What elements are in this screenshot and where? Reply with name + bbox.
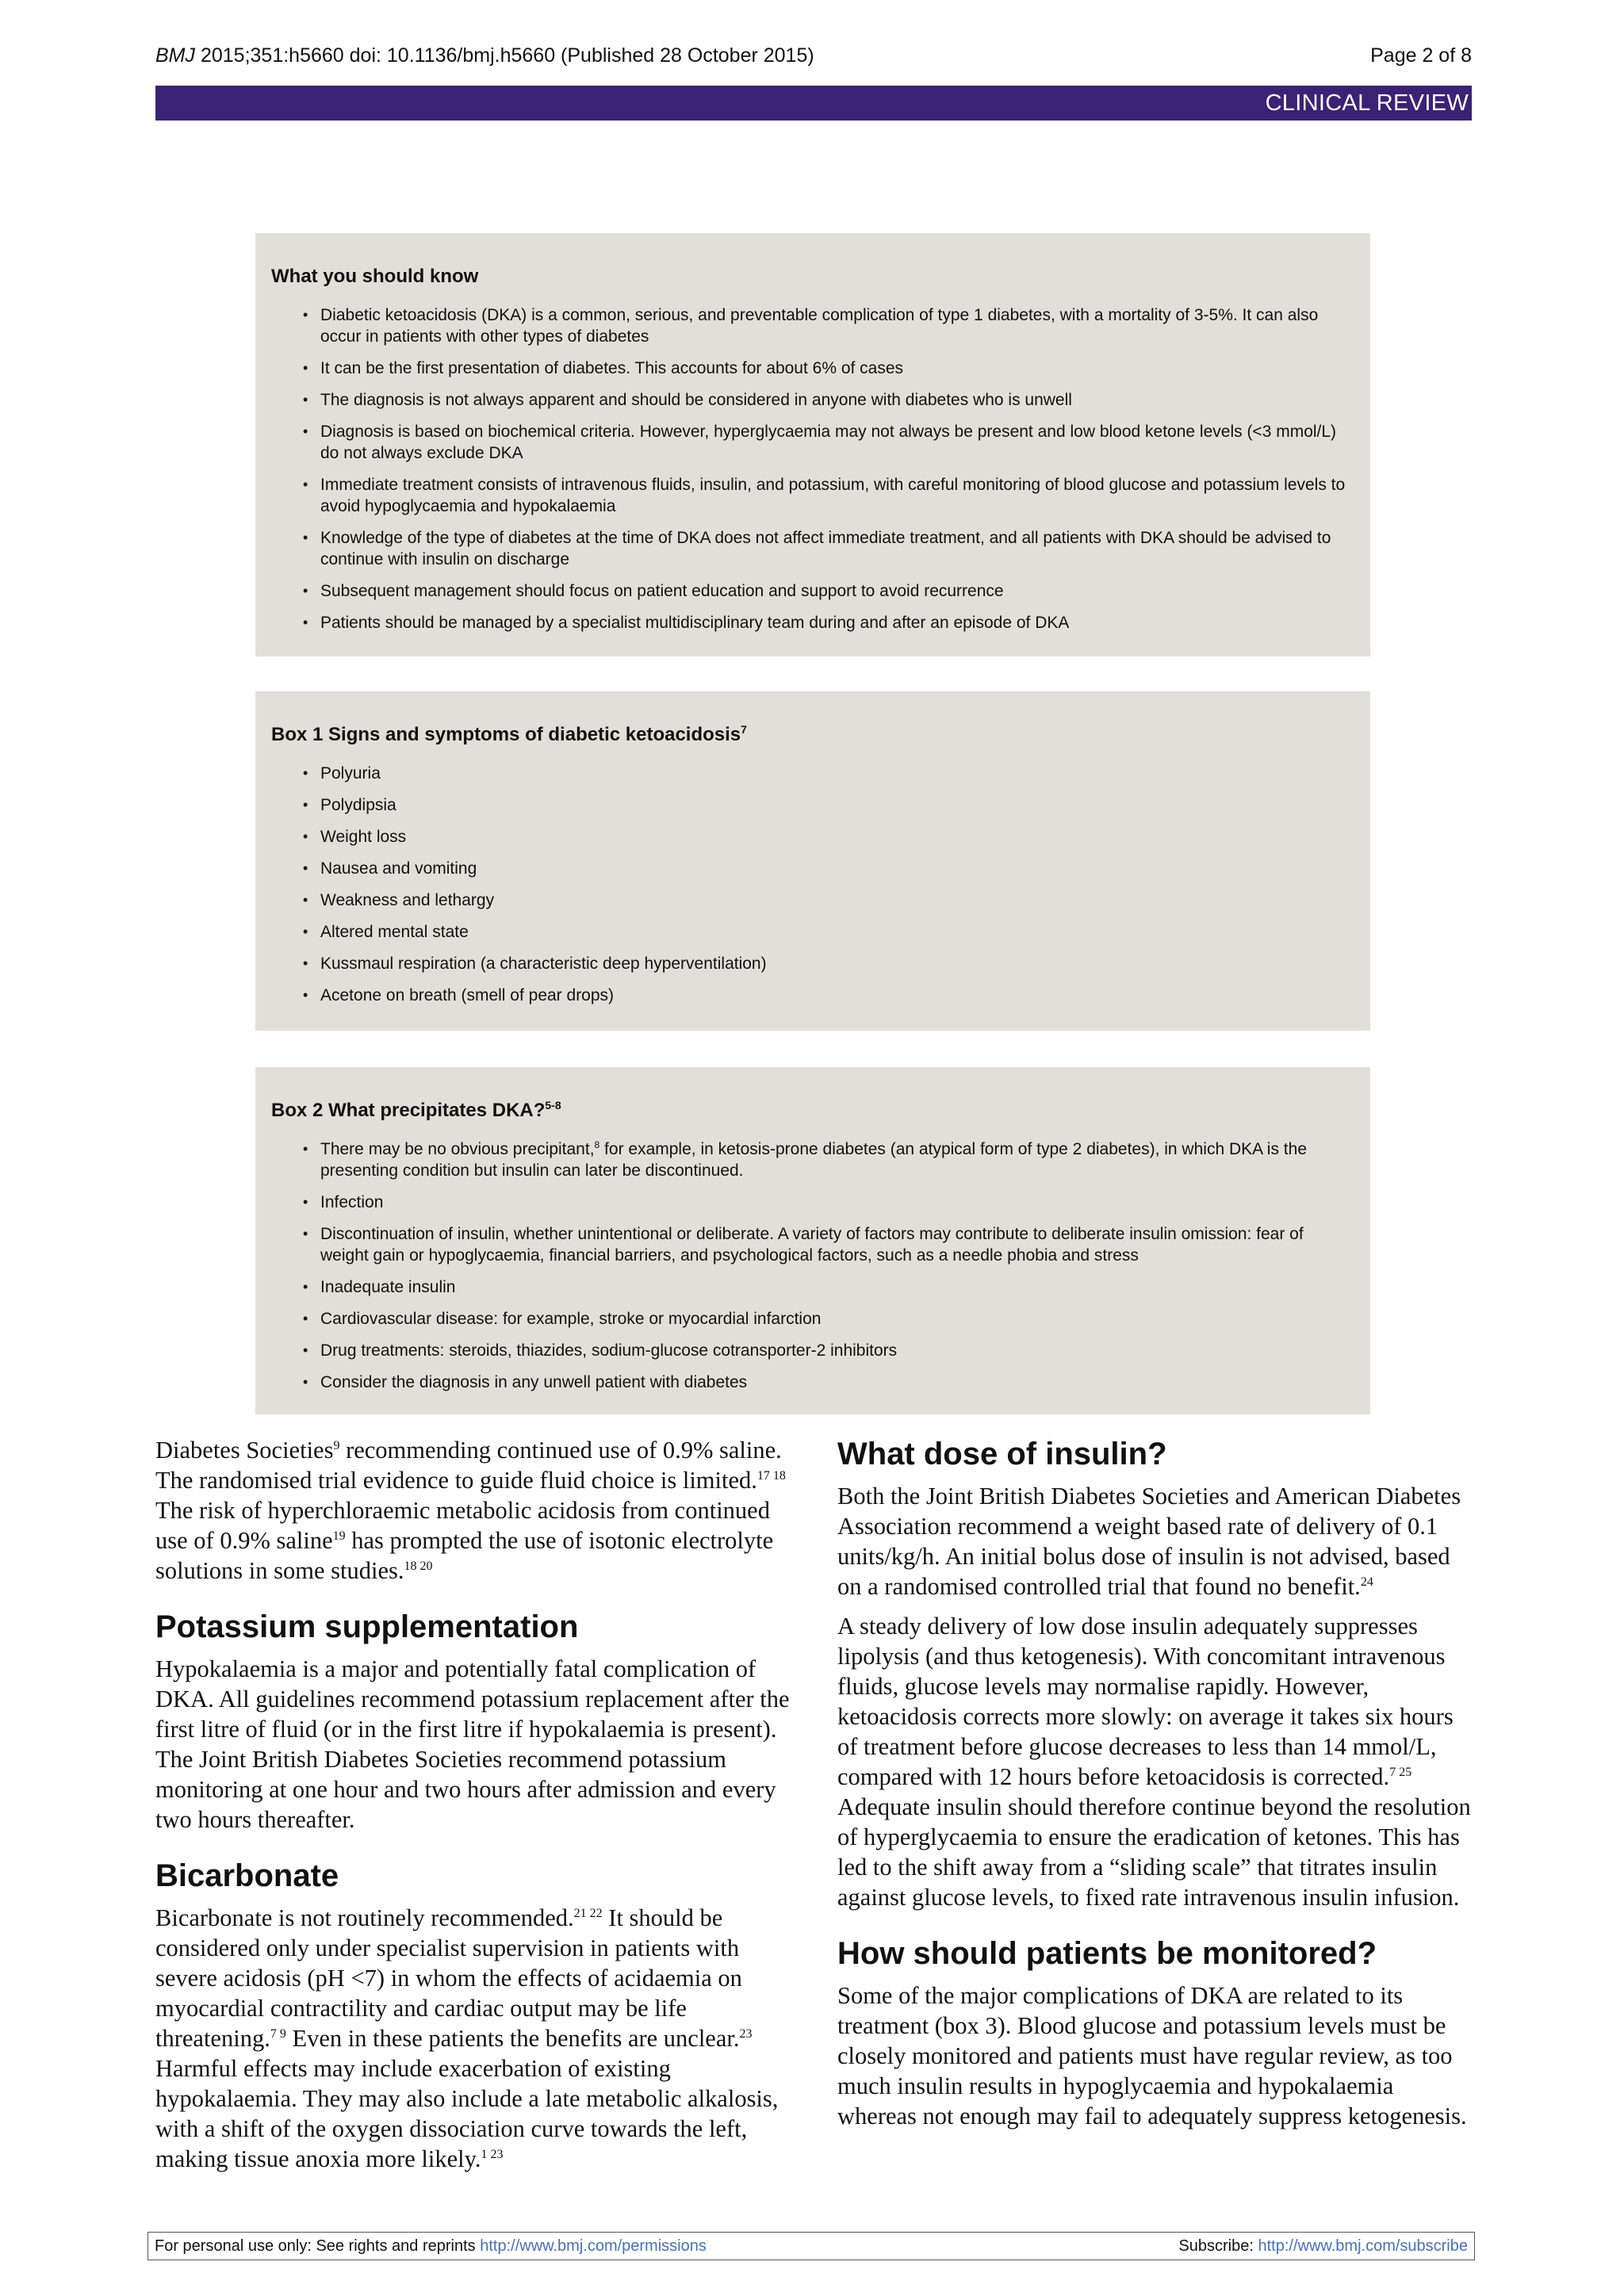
list-item: • Polydipsia (271, 794, 1354, 816)
paragraph (837, 1611, 1472, 1912)
bullet-list (271, 763, 1354, 1006)
text: The risk of hyperchloraemic metabolic acidosis from continued use of 0.9% saline (155, 1497, 770, 1554)
list-item: • Discontinuation of insulin, whether unintentional or deliberate. A variety of factors may contribute to deliberate insulin omission: fear of weight gain or hypoglycaemia, financial barriers, and psychological factors, such as a needle phobia and stress (271, 1223, 1354, 1266)
footer-text: Subscribe: (1178, 2237, 1258, 2255)
box-title-text: Box 2 What precipitates DKA? (271, 1100, 546, 1121)
list-item: • Cardiovascular disease: for example, stroke or myocardial infarction (271, 1308, 1354, 1330)
list-item: • Weight loss (271, 826, 1354, 848)
page-footer (147, 2232, 1475, 2260)
section-heading-monitoring: How should patients be monitored? (837, 1936, 1377, 1971)
text: Adequate insulin should therefore continue beyond the resolution of hyperglycaemia to ensure the eradication of ketones. This has led to the shift away from a “sliding scale” that titrates insulin against glucose levels, to fixed rate intravenous insulin infusion. (837, 1793, 1471, 1911)
footer-right (1178, 2233, 1468, 2260)
text: recommending continued use of 0.9% saline. The randomised trial evidence to guide fluid choice is limited. (155, 1437, 782, 1494)
text: Even in these patients the benefits are unclear. (285, 2025, 740, 2052)
bullet-list (271, 1138, 1354, 1393)
section-heading-potassium: Potassium supplementation (155, 1609, 579, 1644)
text: has prompted the use of isotonic electrolyte solutions in some studies. (155, 1527, 774, 1584)
box-title (271, 721, 1354, 748)
footer-left (155, 2233, 707, 2260)
citation-ref: 1 23 (481, 2147, 504, 2161)
paragraph (837, 1481, 1472, 1601)
citation-ref: 21 22 (573, 1906, 603, 1920)
box-title (271, 1097, 1354, 1124)
text: Diabetes Societies (155, 1437, 334, 1464)
citation-ref: 17 18 (756, 1468, 786, 1483)
journal-name: BMJ (155, 44, 195, 67)
item-text: for example, in ketosis-prone diabetes (an atypical form of type 2 diabetes), in which DKA is the presenting condition but insulin can later be discontinued. (320, 1140, 1308, 1180)
list-item: • It can be the first presentation of diabetes. This accounts for about 6% of cases (271, 358, 1354, 379)
text: Both the Joint British Diabetes Societies and American Diabetes Association recommend a weight based rate of delivery of 0.1 units/kg/h. An initial bolus dose of insulin is not advised, based on a randomised controlled trial that found no benefit. (837, 1483, 1461, 1600)
section-banner: CLINICAL REVIEW (155, 86, 1472, 121)
text: Harmful effects may include exacerbation of existing hypokalaemia. They may also include a late metabolic alkalosis, with a shift of the oxygen dissociation curve towards the left, making tissue anoxia more likely. (155, 2055, 779, 2172)
list-item: • Diabetic ketoacidosis (DKA) is a common, serious, and preventable complication of type 1 diabetes, with a mortality of 3-5%. It can also occur in patients with other types of diabetes (271, 304, 1354, 347)
list-item: • Altered mental state (271, 921, 1354, 943)
list-item: • Patients should be managed by a specialist multidisciplinary team during and after an episode of DKA (271, 612, 1354, 633)
citation (155, 41, 814, 70)
citation-ref: 5-8 (545, 1099, 561, 1112)
paragraph (155, 1435, 790, 1586)
list-item: • Consider the diagnosis in any unwell patient with diabetes (271, 1372, 1354, 1393)
citation-ref: 18 20 (404, 1559, 433, 1573)
text: A steady delivery of low dose insulin adequately suppresses lipolysis (and thus ketogenesis). With concomitant intravenous fluids, glucose levels may normalise rapidly. However, ketoacidosis corrects more slowly: on average it takes six hours of treatment before glucose decreases to less than 14 mmol/L, compared with 12 hours before ketoacidosis is corrected. (837, 1613, 1454, 1790)
list-item: • The diagnosis is not always apparent and should be considered in anyone with diabetes who is unwell (271, 389, 1354, 411)
permissions-link[interactable]: http://www.bmj.com/permissions (480, 2237, 707, 2255)
page-number: Page 2 of 8 (1370, 44, 1472, 67)
list-item: • Immediate treatment consists of intravenous fluids, insulin, and potassium, with careful monitoring of blood glucose and potassium levels to avoid hypoglycaemia and hypokalaemia (271, 474, 1354, 517)
paragraph: Some of the major complications of DKA are related to its treatment (box 3). Blood glucose and potassium levels must be closely monitored and patients must have regular review, as too much insulin results in hypoglycaemia and hypokalaemia whereas not enough may fail to adequately suppress ketogenesis. (837, 1982, 1467, 2130)
citation-ref: 7 9 (270, 2026, 286, 2041)
citation-ref: 23 (739, 2026, 753, 2041)
what-you-should-know-box (255, 233, 1370, 656)
list-item: • Subsequent management should focus on patient education and support to avoid recurrence (271, 580, 1354, 602)
citation-ref: 7 25 (1389, 1765, 1412, 1779)
box-title: What you should know (271, 266, 479, 287)
running-header (155, 41, 1472, 70)
list-item (271, 1138, 1354, 1181)
subscribe-link[interactable]: http://www.bmj.com/subscribe (1258, 2237, 1468, 2255)
text: It should be considered only under specialist supervision in patients with severe acidosis (pH <7) in whom the effects of acidaemia on myocardial contractility and cardiac output may be life threatening. (155, 1904, 742, 2052)
box-title-text: Box 1 Signs and symptoms of diabetic ketoacidosis (271, 724, 741, 745)
citation-text: 2015;351:h5660 doi: 10.1136/bmj.h5660 (Published 28 October 2015) (200, 44, 814, 67)
list-item: • Inadequate insulin (271, 1276, 1354, 1298)
citation-ref: 24 (1360, 1575, 1373, 1589)
box2-precipitates (255, 1067, 1370, 1414)
citation-ref: 7 (741, 723, 747, 736)
item-text: There may be no obvious precipitant, (320, 1140, 595, 1158)
section-heading-bicarbonate: Bicarbonate (155, 1858, 339, 1893)
footer-text: For personal use only: See rights and reprints (155, 2237, 481, 2255)
list-item: • Polyuria (271, 763, 1354, 784)
list-item: • Infection (271, 1192, 1354, 1213)
list-item: • Weakness and lethargy (271, 890, 1354, 911)
left-column (155, 1435, 790, 2183)
list-item: • Diagnosis is based on biochemical criteria. However, hyperglycaemia may not always be present and low blood ketone levels (<3 mmol/L) do not always exclude DKA (271, 421, 1354, 464)
list-item: • Acetone on breath (smell of pear drops) (271, 985, 1354, 1006)
right-column (837, 1435, 1472, 2141)
citation-ref: 8 (594, 1139, 600, 1150)
section-heading-insulin-dose: What dose of insulin? (837, 1437, 1167, 1471)
citation-ref: 19 (332, 1529, 346, 1543)
list-item: • Drug treatments: steroids, thiazides, sodium-glucose cotransporter-2 inhibitors (271, 1340, 1354, 1361)
text: Bicarbonate is not routinely recommended. (155, 1904, 574, 1931)
list-item: • Nausea and vomiting (271, 858, 1354, 879)
paragraph: Hypokalaemia is a major and potentially fatal complication of DKA. All guidelines recommend potassium replacement after the first litre of fluid (or in the first litre if hypokalaemia is present). The Joint British Diabetes Societies recommend potassium monitoring at one hour and two hours after admission and every two hours thereafter. (155, 1655, 790, 1833)
bullet-list (271, 304, 1354, 633)
citation-ref: 9 (333, 1438, 340, 1452)
list-item: • Knowledge of the type of diabetes at the time of DKA does not affect immediate treatment, and all patients with DKA should be advised to continue with insulin on discharge (271, 527, 1354, 570)
box1-signs-symptoms (255, 691, 1370, 1031)
paragraph (155, 1903, 790, 2174)
list-item: • Kussmaul respiration (a characteristic deep hyperventilation) (271, 953, 1354, 974)
